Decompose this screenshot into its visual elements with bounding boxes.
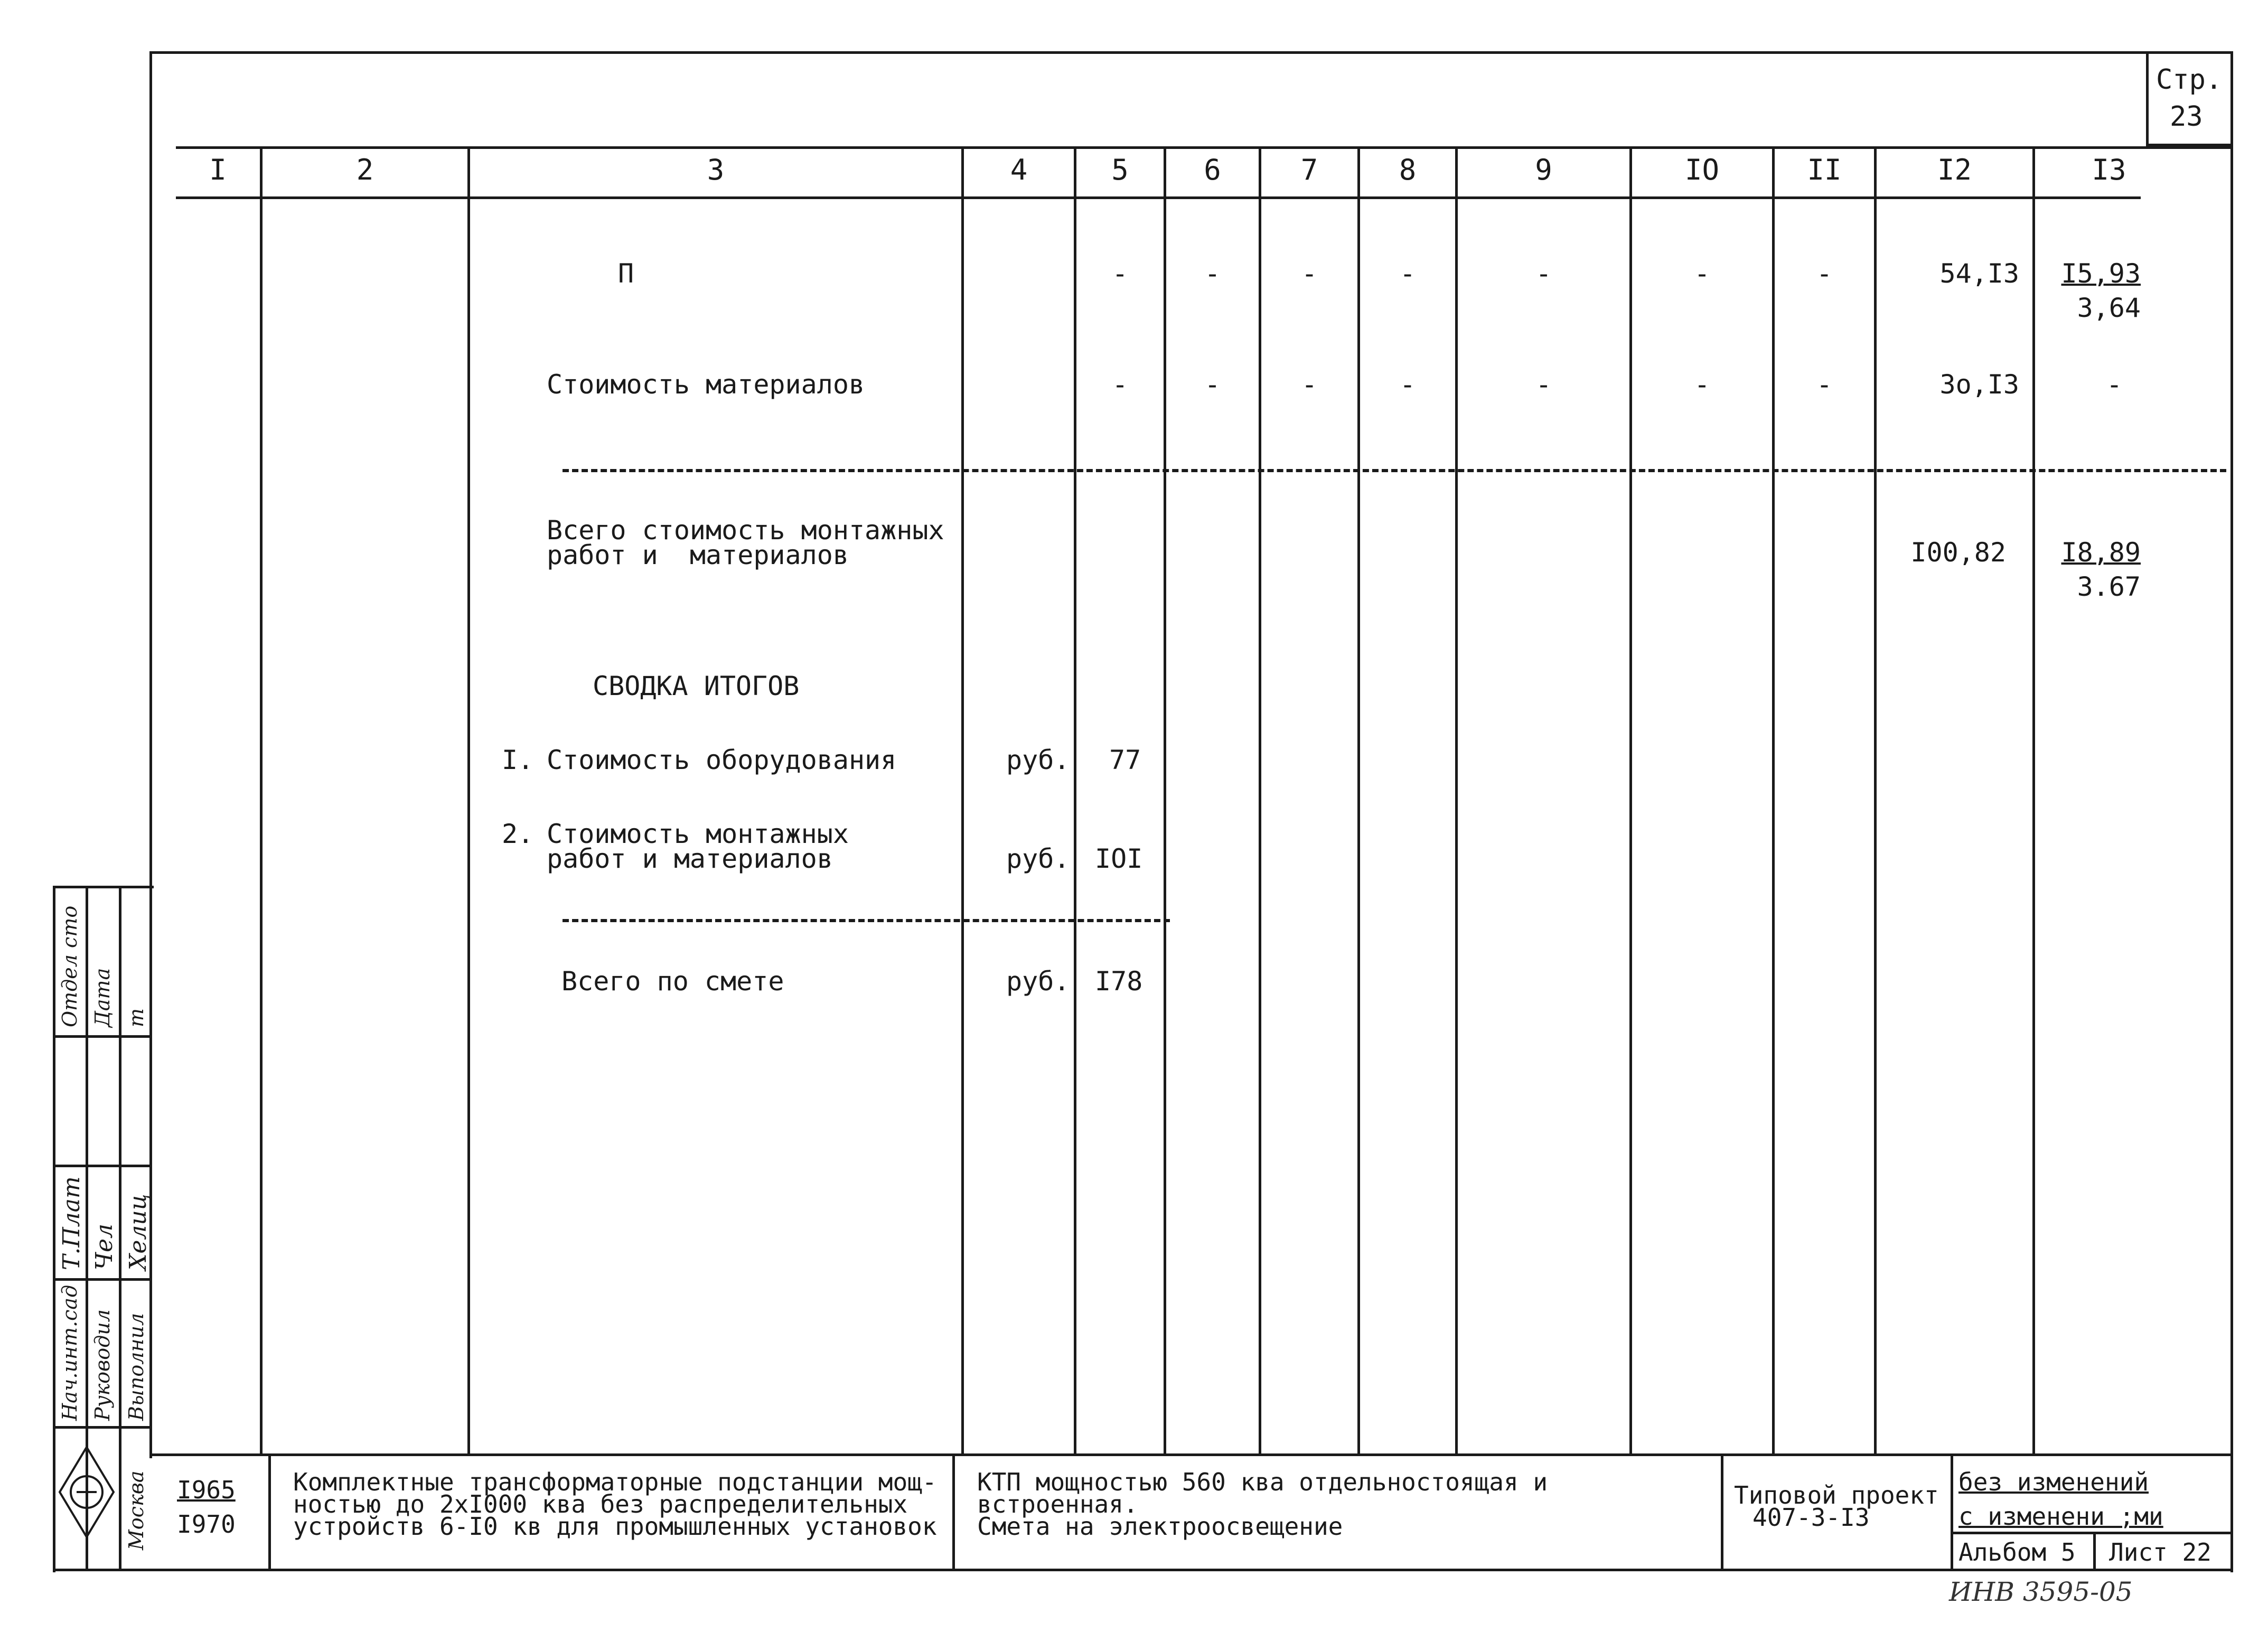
- col-header-10: IO: [1684, 153, 1720, 186]
- stamp-chief-sign: Т.Плат: [58, 1176, 85, 1270]
- row1-name: П: [618, 258, 634, 289]
- summary-total-unit: руб.: [1006, 966, 1070, 997]
- summary-item1-num: I.: [502, 745, 534, 775]
- stamp-col1-label: Отдел сто: [58, 905, 81, 1027]
- dashed-separator-2: [563, 919, 1170, 922]
- footer-desc-line3: Смета на электроосвещение: [977, 1512, 1343, 1541]
- col-sep-2: [467, 146, 470, 1453]
- row3-col12: I00,82: [1910, 537, 2006, 568]
- row3-col13-bottom: 3.67: [2077, 571, 2141, 602]
- col-sep-8: [1455, 146, 1458, 1453]
- footer-years-top: I965: [177, 1476, 236, 1504]
- summary-item2-unit: руб.: [1006, 843, 1070, 874]
- row1-col8: -: [1399, 258, 1416, 289]
- row1-col13-bottom: 3,64: [2077, 293, 2141, 323]
- titleblock-sep-3: [1721, 1453, 1723, 1570]
- row2-col13: -: [2106, 369, 2123, 400]
- frame-top-line: [149, 51, 2233, 54]
- row1-col6: -: [1204, 258, 1221, 289]
- col-sep-3: [961, 146, 964, 1453]
- col-header-6: 6: [1204, 153, 1221, 186]
- row1-col5: -: [1112, 258, 1128, 289]
- col-header-1: I: [209, 153, 227, 186]
- table-header-bottom-line: [176, 196, 2141, 199]
- footer-project-label: Типовой проект: [1734, 1481, 1939, 1509]
- summary-item2-value: IOI: [1095, 843, 1143, 874]
- footer-sheet: Лист 22: [2109, 1538, 2211, 1567]
- stamp-col2-label: Дата: [91, 968, 114, 1027]
- row1-col7: -: [1301, 258, 1318, 289]
- stamp-row-sep-3: [53, 1278, 151, 1281]
- inventory-note: ИНВ 3595-05: [1949, 1577, 2133, 1607]
- stamp-col3-label: m: [125, 1008, 148, 1027]
- row1-col13-top: I5,93: [2061, 258, 2141, 289]
- col-header-4: 4: [1010, 153, 1028, 186]
- row2-col11: -: [1816, 369, 1833, 400]
- table-header-top-line: [176, 146, 2230, 149]
- footer-title-line3: устройств 6-I0 кв для промышленных установок: [293, 1512, 937, 1541]
- col-header-12: I2: [1937, 153, 1972, 186]
- col-header-13: I3: [2092, 153, 2126, 186]
- titleblock-top-line: [149, 1453, 2233, 1456]
- row3-col13-top: I8,89: [2061, 537, 2141, 568]
- summary-total-value: I78: [1095, 966, 1143, 997]
- row2-col9: -: [1535, 369, 1552, 400]
- col-sep-1: [260, 146, 263, 1453]
- stamp-manager-label: Руководил: [91, 1309, 114, 1421]
- row1-col12: 54,I3: [1939, 258, 2019, 289]
- row2-col8: -: [1399, 369, 1416, 400]
- page-label-line2: 23: [2170, 101, 2203, 133]
- row2-col6: -: [1204, 369, 1221, 400]
- col-sep-4: [1074, 146, 1076, 1453]
- summary-item1-unit: руб.: [1006, 745, 1070, 775]
- row2-col10: -: [1694, 369, 1710, 400]
- summary-item1-value: 77: [1109, 745, 1141, 775]
- col-sep-7: [1357, 146, 1360, 1453]
- summary-item2-label-line1: Стоимость монтажных: [547, 819, 849, 849]
- row3-name-line1: Всего стоимость монтажных: [547, 515, 944, 546]
- titleblock-bottom-line: [53, 1569, 2233, 1571]
- titleblock-sep-5: [2093, 1532, 2096, 1570]
- stamp-row-sep-4: [53, 1426, 151, 1429]
- col-header-8: 8: [1399, 153, 1417, 186]
- footer-status-1: без изменений: [1958, 1468, 2149, 1496]
- row2-name: Стоимость материалов: [547, 369, 865, 400]
- footer-album: Альбом 5: [1958, 1538, 2076, 1567]
- col-header-7: 7: [1300, 153, 1318, 186]
- footer-years-bottom: I970: [177, 1510, 236, 1539]
- page-label-line1: Стр.: [2156, 64, 2223, 96]
- col-header-9: 9: [1535, 153, 1552, 186]
- frame-right-line: [2230, 51, 2233, 1572]
- footer-project-number: 407-3-I3: [1752, 1503, 1870, 1532]
- stamp-city: Москва: [125, 1470, 148, 1550]
- row2-col12: 3о,I3: [1939, 369, 2019, 400]
- row1-col10: -: [1694, 258, 1710, 289]
- summary-item2-label-line2: работ и материалов: [547, 843, 833, 874]
- footer-desc-line1: КТП мощностью 560 ква отдельностоящая и: [977, 1468, 1548, 1496]
- stamp-manager-sign: Чел: [91, 1223, 118, 1270]
- row3-name-line2: работ и материалов: [547, 540, 849, 570]
- col-sep-5: [1164, 146, 1166, 1453]
- col-sep-11: [1874, 146, 1877, 1453]
- row1-col9: -: [1535, 258, 1552, 289]
- emblem-icon: [55, 1442, 118, 1542]
- summary-item1-label: Стоимость оборудования: [547, 745, 897, 775]
- stamp-col-sep-2: [119, 886, 121, 1570]
- footer-status-2: с изменени ;ми: [1958, 1502, 2163, 1531]
- row1-col11: -: [1816, 258, 1833, 289]
- stamp-executor-sign: Хелиц: [125, 1194, 152, 1270]
- col-sep-12: [2032, 146, 2035, 1453]
- summary-title: СВОДКА ИТОГОВ: [593, 671, 800, 701]
- stamp-row-sep-2: [53, 1165, 151, 1167]
- titleblock-sep-2: [952, 1453, 955, 1570]
- col-header-11: II: [1807, 153, 1842, 186]
- col-sep-6: [1259, 146, 1261, 1453]
- stamp-chief-label: Нач.инт.сад: [58, 1284, 81, 1421]
- footer-title-line1: Комплектные трансформаторные подстанции мощ-: [293, 1468, 937, 1496]
- dashed-separator-1: [563, 469, 2226, 472]
- summary-item2-num: 2.: [502, 819, 534, 849]
- stamp-executor-label: Выполнил: [125, 1312, 148, 1421]
- titleblock-sep-1: [268, 1453, 271, 1570]
- stamp-row-sep-1: [53, 1035, 151, 1038]
- titleblock-status-line: [1951, 1532, 2233, 1534]
- titleblock-sep-4: [1951, 1453, 1953, 1570]
- col-header-3: 3: [707, 153, 725, 186]
- row2-col7: -: [1301, 369, 1318, 400]
- col-sep-9: [1629, 146, 1632, 1453]
- summary-total-label: Всего по смете: [561, 966, 784, 997]
- col-header-5: 5: [1111, 153, 1129, 186]
- footer-desc-line2: встроенная.: [977, 1490, 1138, 1518]
- row2-col5: -: [1112, 369, 1128, 400]
- col-header-2: 2: [356, 153, 374, 186]
- col-sep-10: [1772, 146, 1775, 1453]
- footer-title-line2: ностью до 2xI000 ква без распределительных: [293, 1490, 908, 1518]
